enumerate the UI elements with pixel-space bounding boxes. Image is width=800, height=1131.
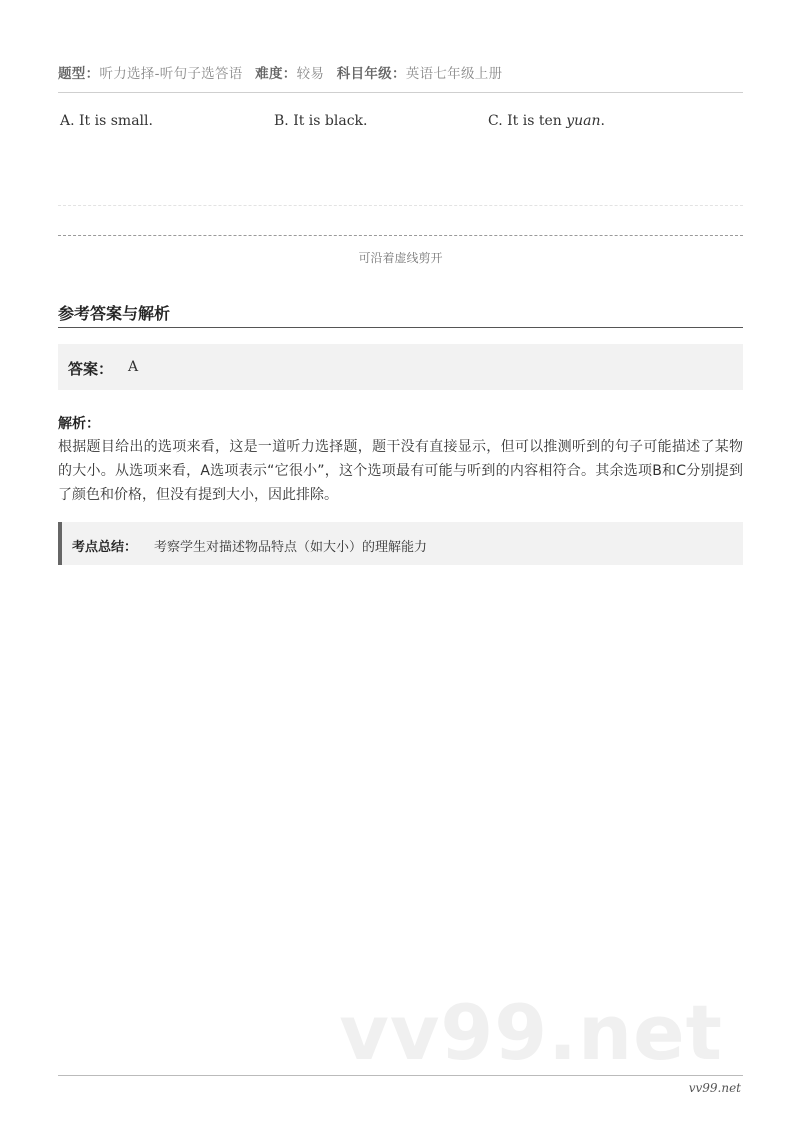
option-b: B. It is black.: [274, 113, 368, 129]
grade-label: 科目年级：: [336, 66, 406, 82]
summary-value: 考察学生对描述物品特点（如大小）的理解能力: [154, 540, 428, 555]
type-value: 听力选择-听句子选答语: [99, 66, 243, 82]
option-c: [488, 113, 605, 129]
cut-dashed-line: [58, 235, 743, 236]
cut-instruction: 可沿着虚线剪开: [358, 251, 443, 265]
difficulty-value: 较易: [296, 66, 325, 82]
option-c-italic: yuan: [566, 113, 601, 129]
type-label: 题型：: [58, 66, 100, 82]
summary-box: [58, 522, 743, 565]
option-c-suffix: .: [600, 113, 605, 129]
answer-box: [58, 344, 743, 390]
question-meta: [58, 62, 743, 82]
answer-label: 答案：: [68, 360, 114, 378]
document-page: [58, 0, 743, 1131]
section-title: 参考答案与解析: [58, 304, 171, 323]
section-divider: [58, 327, 743, 328]
footer-site: vv99.net: [688, 1081, 741, 1095]
summary-label: 考点总结：: [72, 540, 138, 555]
watermark: vv99.net: [339, 988, 723, 1077]
footer-divider: [58, 1075, 743, 1076]
answer-value: A: [128, 359, 139, 375]
analysis-label: 解析：: [58, 416, 100, 432]
top-divider: [58, 92, 743, 93]
light-dashed-line: [58, 205, 743, 206]
grade-value: 英语七年级上册: [405, 66, 503, 82]
option-a: A. It is small.: [60, 113, 153, 129]
difficulty-label: 难度：: [255, 66, 297, 82]
analysis-text: 根据题目给出的选项来看，这是一道听力选择题，题干没有直接显示，但可以推测听到的句子可能描述了某物的大小。从选项来看，A选项表示“它很小”，这个选项最有可能与听到的内容相符合。其余选项B和C分别提到了颜色和价格，但没有提到大小，因此排除。: [58, 439, 743, 503]
option-c-prefix: C. It is ten: [488, 113, 567, 129]
